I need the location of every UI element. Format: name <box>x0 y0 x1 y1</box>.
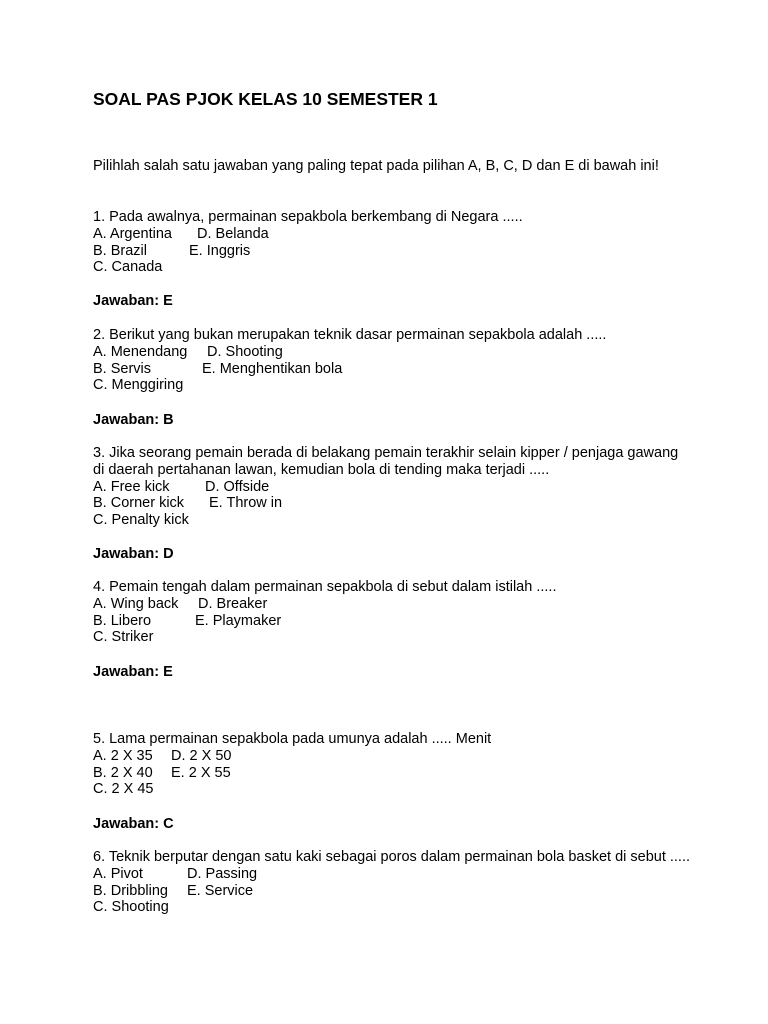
question-text: 6. Teknik berputar dengan satu kaki sebagai poros dalam permainan bola basket di sebut ..... <box>93 849 691 865</box>
option-d: D. 2 X 50 <box>171 747 232 764</box>
option-e: E. Playmaker <box>195 612 282 629</box>
answer-4: Jawaban: E <box>93 664 173 680</box>
answer-5: Jawaban: C <box>93 816 174 832</box>
answer-3: Jawaban: D <box>93 546 174 562</box>
option-d: D. Belanda <box>197 225 269 242</box>
question-3 <box>93 445 693 529</box>
option-a: A. Free kick <box>93 478 170 495</box>
question-text: 1. Pada awalnya, permainan sepakbola berkembang di Negara ..... <box>93 209 523 225</box>
option-c: C. Canada <box>93 259 163 276</box>
question-text: 4. Pemain tengah dalam permainan sepakbola di sebut dalam istilah ..... <box>93 579 557 595</box>
question-4 <box>93 579 693 646</box>
option-b: B. 2 X 40 <box>93 764 153 781</box>
option-d: D. Passing <box>187 865 258 882</box>
option-b: B. Corner kick <box>93 495 185 512</box>
option-b: B. Libero <box>93 612 152 629</box>
question-5 <box>93 731 693 798</box>
option-c: C. Menggiring <box>93 377 184 394</box>
option-b: B. Dribbling <box>93 882 168 899</box>
option-d: D. Offside <box>205 478 270 495</box>
option-a: A. 2 X 35 <box>93 747 153 764</box>
option-a: A. Menendang <box>93 343 188 360</box>
option-e: E. Menghentikan bola <box>202 360 343 377</box>
option-e: E. 2 X 55 <box>171 764 231 781</box>
option-c: C. Striker <box>93 629 154 646</box>
option-d: D. Breaker <box>198 595 268 612</box>
instructions: Pilihlah salah satu jawaban yang paling tepat pada pilihan A, B, C, D dan E di bawah ini! <box>93 158 659 174</box>
question-1 <box>93 209 693 276</box>
option-c: C. 2 X 45 <box>93 781 154 798</box>
option-e: E. Inggris <box>189 242 251 259</box>
document-title: SOAL PAS PJOK KELAS 10 SEMESTER 1 <box>93 89 438 109</box>
option-e: E. Service <box>187 882 254 899</box>
option-c: C. Penalty kick <box>93 512 189 529</box>
question-text: 3. Jika seorang pemain berada di belakang pemain terakhir selain kipper / penjaga gawang di daerah pertahanan lawan, kemudian bola di tending maka terjadi ..... <box>93 445 679 478</box>
option-d: D. Shooting <box>207 343 283 360</box>
answer-2: Jawaban: B <box>93 412 174 428</box>
option-a: A. Pivot <box>93 865 143 882</box>
option-b: B. Brazil <box>93 242 147 259</box>
question-6 <box>93 849 693 916</box>
option-a: A. Argentina <box>93 225 172 242</box>
option-a: A. Wing back <box>93 595 179 612</box>
question-2 <box>93 327 693 394</box>
option-c: C. Shooting <box>93 899 169 916</box>
question-text: 2. Berikut yang bukan merupakan teknik dasar permainan sepakbola adalah ..... <box>93 327 607 343</box>
option-e: E. Throw in <box>209 495 283 512</box>
question-text: 5. Lama permainan sepakbola pada umunya adalah ..... Menit <box>93 731 492 747</box>
answer-1: Jawaban: E <box>93 293 173 309</box>
option-b: B. Servis <box>93 360 152 377</box>
